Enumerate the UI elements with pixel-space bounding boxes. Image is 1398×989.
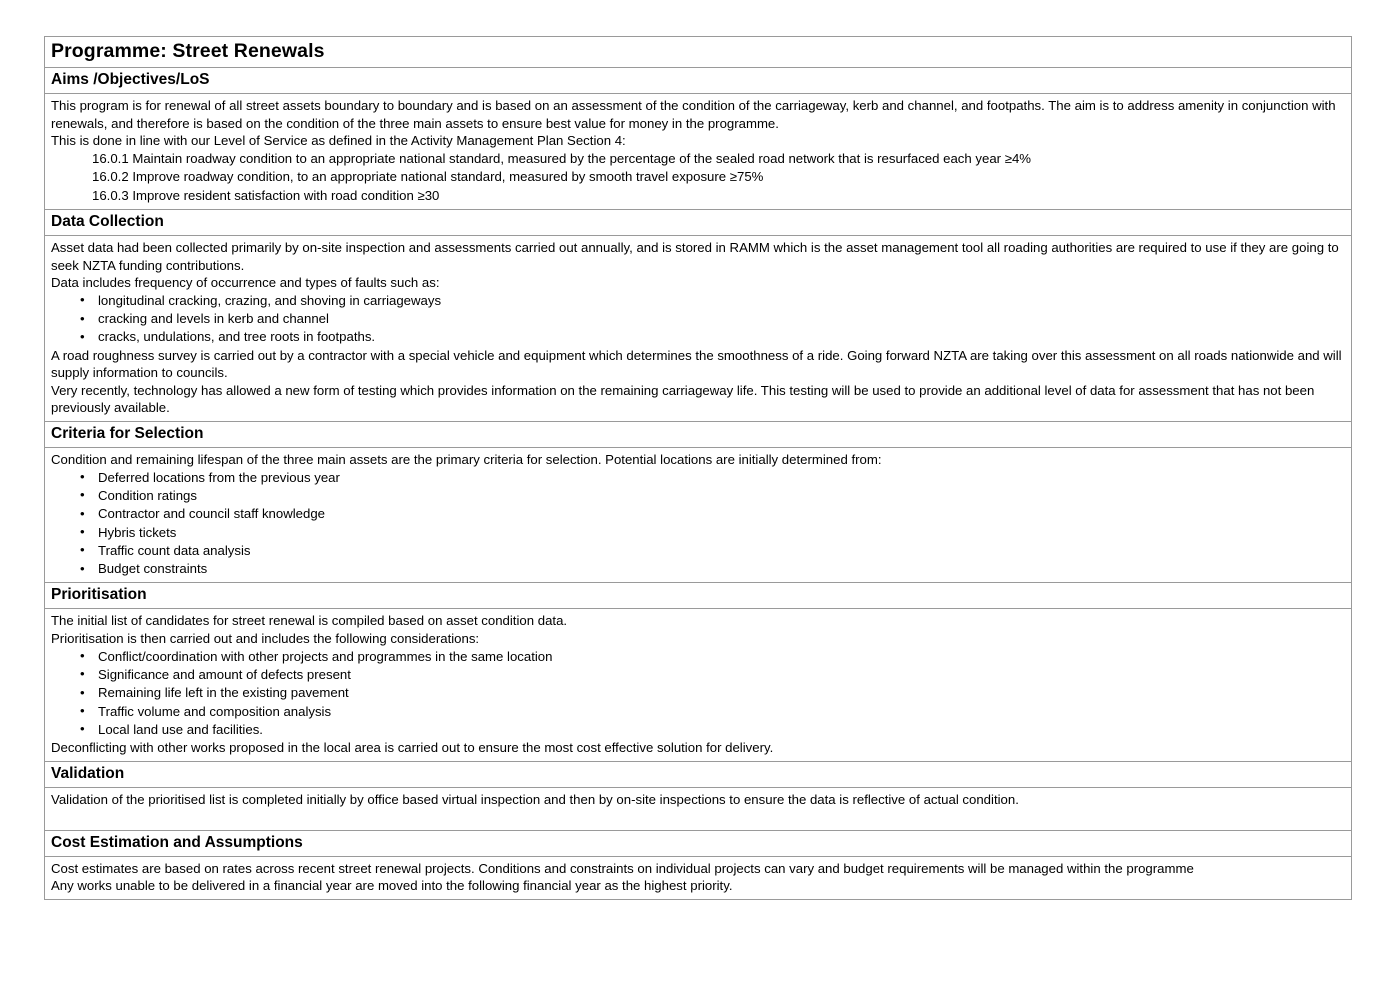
table-row (45, 448, 1352, 583)
paragraph: Data includes frequency of occurrence and types of faults such as: (51, 275, 440, 291)
section-body-data-collection (45, 236, 1352, 422)
section-header-aims (45, 68, 1352, 94)
list-item: • Local land use and facilities. (51, 721, 1345, 739)
list-item: • cracking and levels in kerb and channel (51, 310, 1345, 328)
numbered-list (51, 150, 1345, 205)
section-header-data-collection (45, 210, 1352, 236)
section-body-criteria (45, 448, 1352, 583)
section-heading: Data Collection (51, 213, 164, 230)
section-heading: Validation (51, 764, 125, 782)
list-item: • Deferred locations from the previous year (51, 469, 1345, 487)
list-item: • Significance and amount of defects present (51, 666, 1345, 684)
table-row (45, 236, 1352, 422)
list-item: • Remaining life left in the existing pavement (51, 684, 1345, 702)
section-heading: Prioritisation (51, 586, 147, 604)
list-item: • Contractor and council staff knowledge (51, 505, 1345, 523)
section-heading: Aims /Objectives/LoS (51, 71, 210, 88)
list-item: • longitudinal cracking, crazing, and shoving in carriageways (51, 292, 1345, 310)
table-row (45, 37, 1352, 68)
list-item: • Conflict/coordination with other projects and programmes in the same location (51, 648, 1345, 666)
list-item: • cracks, undulations, and tree roots in footpaths. (51, 328, 1345, 346)
table-row (45, 609, 1352, 761)
table-row (45, 210, 1352, 236)
list-item: 16.0.3 Improve resident satisfaction with road condition ≥30 (92, 187, 440, 203)
paragraph: Asset data had been collected primarily by on-site inspection and assessments carried out annually, and is stored in RAMM which is the asset management tool all roading authorities are required to use if they are going to seek NZTA funding contributions. (51, 240, 1339, 273)
table-row (45, 761, 1352, 787)
section-header-prioritisation (45, 583, 1352, 609)
page-title: Programme: Street Renewals (51, 40, 325, 62)
programme-table (44, 36, 1352, 900)
section-body-cost-estimation (45, 856, 1352, 899)
list-item: 16.0.2 Improve roadway condition, to an appropriate national standard, measured by smooth travel exposure ≥75% (92, 169, 764, 185)
paragraph: This program is for renewal of all street assets boundary to boundary and is based on an assessment of the condition of the carriageway, kerb and channel, and footpaths. The aim is to address amenity in conjunction with renewals, and therefore is based on the condition of the three main assets to ensure best value for money in the programme. (51, 98, 1336, 131)
list-item: • Budget constraints (51, 560, 1345, 578)
bullet-list (51, 292, 1345, 347)
paragraph: Prioritisation is then carried out and includes the following considerations: (51, 631, 480, 647)
list-item: • Traffic volume and composition analysis (51, 703, 1345, 721)
section-heading: Cost Estimation and Assumptions (51, 833, 303, 851)
paragraph: Any works unable to be delivered in a financial year are moved into the following financial year as the highest priority. (51, 878, 733, 894)
paragraph: Cost estimates are based on rates across recent street renewal projects. Conditions and constraints on individual projects can vary and budget requirements will be managed within the programme (51, 860, 1194, 876)
table-row (45, 583, 1352, 609)
paragraph: Validation of the prioritised list is completed initially by office based virtual inspection and then by on-site inspections to ensure the data is reflective of actual condition. (51, 791, 1019, 807)
table-row (45, 787, 1352, 830)
section-heading: Criteria for Selection (51, 425, 204, 443)
section-header-cost-estimation (45, 830, 1352, 856)
table-row (45, 94, 1352, 210)
list-item: • Traffic count data analysis (51, 542, 1345, 560)
section-body-aims (45, 94, 1352, 210)
paragraph: Condition and remaining lifespan of the three main assets are the primary criteria for selection. Potential locations are initially determined from: (51, 452, 882, 468)
list-item: • Hybris tickets (51, 524, 1345, 542)
section-body-prioritisation (45, 609, 1352, 761)
paragraph: A road roughness survey is carried out by a contractor with a special vehicle and equipment which determines the smoothness of a ride. Going forward NZTA are taking over this assessment on all roads nationwide and will supply information to councils. (51, 347, 1342, 381)
paragraph: Deconflicting with other works proposed in the local area is carried out to ensure the most cost effective solution for delivery. (51, 740, 774, 756)
programme-title-cell (45, 37, 1352, 68)
section-header-criteria (45, 422, 1352, 448)
table-row (45, 830, 1352, 856)
bullet-list (51, 648, 1345, 739)
section-header-validation (45, 761, 1352, 787)
paragraph: The initial list of candidates for street renewal is compiled based on asset condition data. (51, 613, 568, 629)
table-row (45, 856, 1352, 899)
list-item: • Condition ratings (51, 487, 1345, 505)
section-body-validation (45, 787, 1352, 830)
paragraph: This is done in line with our Level of Service as defined in the Activity Management Plan Section 4: (51, 133, 626, 149)
paragraph (51, 808, 1345, 826)
table-row (45, 422, 1352, 448)
list-item: 16.0.1 Maintain roadway condition to an appropriate national standard, measured by the percentage of the sealed road network that is resurfaced each year ≥4% (92, 150, 1032, 166)
paragraph: Very recently, technology has allowed a new form of testing which provides information on the remaining carriageway life. This testing will be used to provide an additional level of data for assessment that has not been previously available. (51, 382, 1315, 416)
table-row (45, 68, 1352, 94)
bullet-list (51, 469, 1345, 579)
